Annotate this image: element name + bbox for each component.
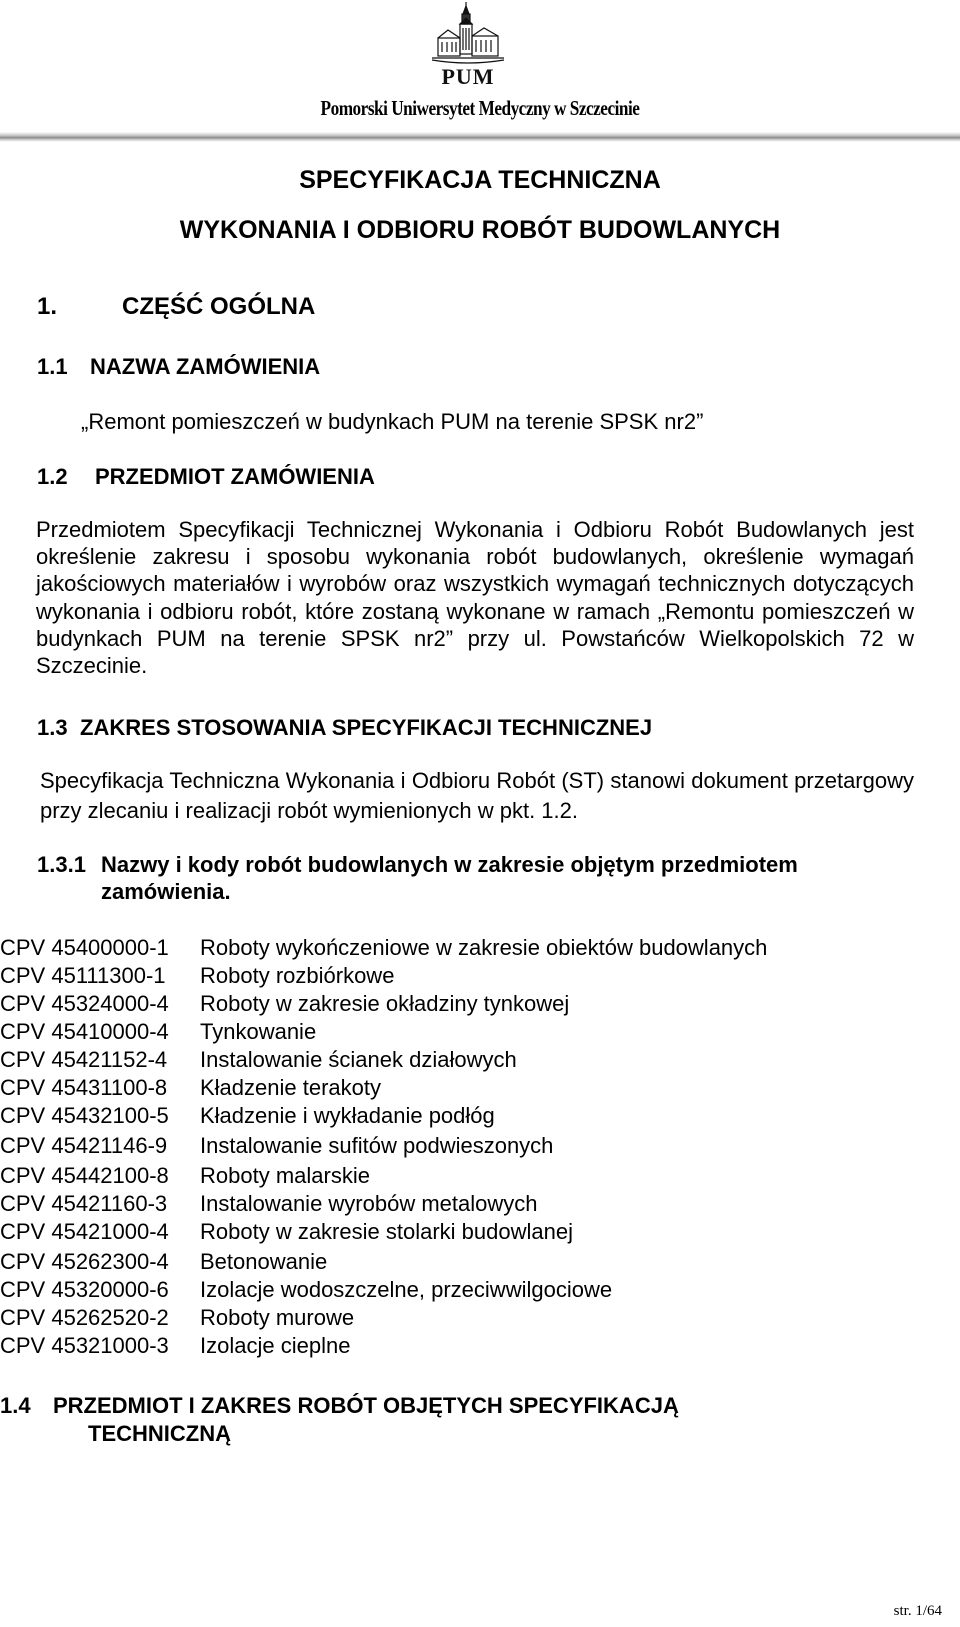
cpv-code: CPV 45262300-4 bbox=[0, 1249, 169, 1274]
cpv-code: CPV 45410000-4 bbox=[0, 1019, 169, 1044]
cpv-row bbox=[0, 1190, 900, 1218]
university-name: Pomorski Uniwersytet Medyczny w Szczecinie bbox=[320, 96, 640, 120]
section-1-3-paragraph: Specyfikacja Techniczna Wykonania i Odbioru Robót (ST) stanowi dokument przetargowy przy zlecaniu i realizacji robót wymienionych w pkt. 1.2. bbox=[40, 768, 914, 823]
section-1-4-number: 1.4 bbox=[0, 1393, 31, 1418]
svg-text:PUM: PUM bbox=[441, 64, 495, 89]
cpv-code: CPV 45442100-8 bbox=[0, 1163, 169, 1188]
cpv-code: CPV 45421152-4 bbox=[0, 1047, 168, 1072]
section-1-3-1-number: 1.3.1 bbox=[37, 852, 86, 877]
cpv-row bbox=[0, 990, 900, 1018]
cpv-row bbox=[0, 962, 900, 990]
cpv-description: Instalowanie wyrobów metalowych bbox=[200, 1191, 538, 1216]
cpv-description: Izolacje wodoszczelne, przeciwwilgociowe bbox=[200, 1277, 613, 1302]
cpv-description: Instalowanie sufitów podwieszonych bbox=[200, 1133, 554, 1158]
cpv-description: Kładzenie i wykładanie podłóg bbox=[200, 1103, 495, 1128]
cpv-code: CPV 45320000-6 bbox=[0, 1277, 169, 1302]
cpv-row bbox=[0, 1304, 900, 1332]
section-1-2-number: 1.2 bbox=[37, 464, 68, 489]
cpv-description: Betonowanie bbox=[200, 1249, 328, 1274]
section-1-number: 1. bbox=[37, 293, 58, 320]
cpv-row bbox=[0, 1332, 900, 1360]
cpv-code: CPV 45421160-3 bbox=[0, 1191, 168, 1216]
cpv-description: Izolacje cieplne bbox=[200, 1333, 351, 1358]
section-1-1-heading: NAZWA ZAMÓWIENIA bbox=[90, 354, 321, 379]
document-title-line2: WYKONANIA I ODBIORU ROBÓT BUDOWLANYCH bbox=[179, 216, 781, 244]
cpv-row bbox=[0, 1248, 900, 1276]
cpv-row bbox=[0, 1018, 900, 1046]
cpv-code: CPV 45432100-5 bbox=[0, 1103, 169, 1128]
cpv-code: CPV 45421146-9 bbox=[0, 1133, 168, 1158]
section-1-3-1-heading-line1: Nazwy i kody robót budowlanych w zakresie objętym przedmiotem bbox=[101, 852, 798, 877]
cpv-row bbox=[0, 1046, 900, 1074]
cpv-row bbox=[0, 1074, 900, 1102]
cpv-row bbox=[0, 1218, 900, 1246]
cpv-code: CPV 45324000-4 bbox=[0, 991, 169, 1016]
cpv-description: Roboty w zakresie okładziny tynkowej bbox=[200, 991, 570, 1016]
section-1-heading: CZĘŚĆ OGÓLNA bbox=[122, 293, 316, 320]
cpv-description: Roboty murowe bbox=[200, 1305, 355, 1330]
cpv-code: CPV 45262520-2 bbox=[0, 1305, 169, 1330]
cpv-code: CPV 45111300-1 bbox=[0, 963, 166, 988]
cpv-description: Roboty malarskie bbox=[200, 1163, 370, 1188]
section-1-4-heading-line1: PRZEDMIOT I ZAKRES ROBÓT OBJĘTYCH SPECYFIKACJĄ bbox=[53, 1393, 679, 1418]
cpv-code-list bbox=[0, 934, 900, 1360]
section-1-4-heading-line2: TECHNICZNĄ bbox=[88, 1421, 231, 1446]
cpv-code: CPV 45321000-3 bbox=[0, 1333, 169, 1358]
pum-logo bbox=[420, 0, 516, 90]
section-1-2-paragraph: Przedmiotem Specyfikacji Technicznej Wykonania i Odbioru Robót Budowlanych jest określenie zakresu i sposobu wykonania robót budowlanych, określenie wymagań jakościowych materiałów i wyrobów oraz wszystkich wymagań technicznych dotyczących wykonania i odbioru robót, które zostaną wykonane w ramach „Remontu pomieszczeń w budynkach PUM na terenie SPSK nr2” przy ul. Powstańców Wielkopolskich 72 w Szczecinie. bbox=[36, 517, 914, 679]
section-1-3-1-heading-line2: zamówienia. bbox=[101, 879, 231, 904]
cpv-row bbox=[0, 1132, 900, 1160]
section-1-3-number: 1.3 bbox=[37, 715, 68, 740]
header-divider bbox=[0, 132, 960, 142]
cpv-row bbox=[0, 934, 900, 962]
cpv-code: CPV 45400000-1 bbox=[0, 935, 169, 960]
cpv-code: CPV 45431100-8 bbox=[0, 1075, 168, 1100]
document-title-line1: SPECYFIKACJA TECHNICZNA bbox=[299, 166, 661, 194]
cpv-description: Roboty rozbiórkowe bbox=[200, 963, 395, 988]
order-name: „Remont pomieszczeń w budynkach PUM na terenie SPSK nr2” bbox=[81, 409, 704, 434]
cpv-row bbox=[0, 1162, 900, 1190]
page-number: str. 1/64 bbox=[893, 1603, 942, 1619]
cpv-description: Tynkowanie bbox=[200, 1019, 317, 1044]
section-1-3-heading: ZAKRES STOSOWANIA SPECYFIKACJI TECHNICZNEJ bbox=[80, 715, 653, 740]
cpv-row bbox=[0, 1102, 900, 1130]
cpv-description: Roboty w zakresie stolarki budowlanej bbox=[200, 1219, 573, 1244]
cpv-row bbox=[0, 1276, 900, 1304]
section-1-1-number: 1.1 bbox=[37, 354, 68, 379]
cpv-description: Roboty wykończeniowe w zakresie obiektów budowlanych bbox=[200, 935, 768, 960]
cpv-code: CPV 45421000-4 bbox=[0, 1219, 169, 1244]
cpv-description: Kładzenie terakoty bbox=[200, 1075, 381, 1100]
section-1-2-heading: PRZEDMIOT ZAMÓWIENIA bbox=[95, 464, 375, 489]
cpv-description: Instalowanie ścianek działowych bbox=[200, 1047, 517, 1072]
